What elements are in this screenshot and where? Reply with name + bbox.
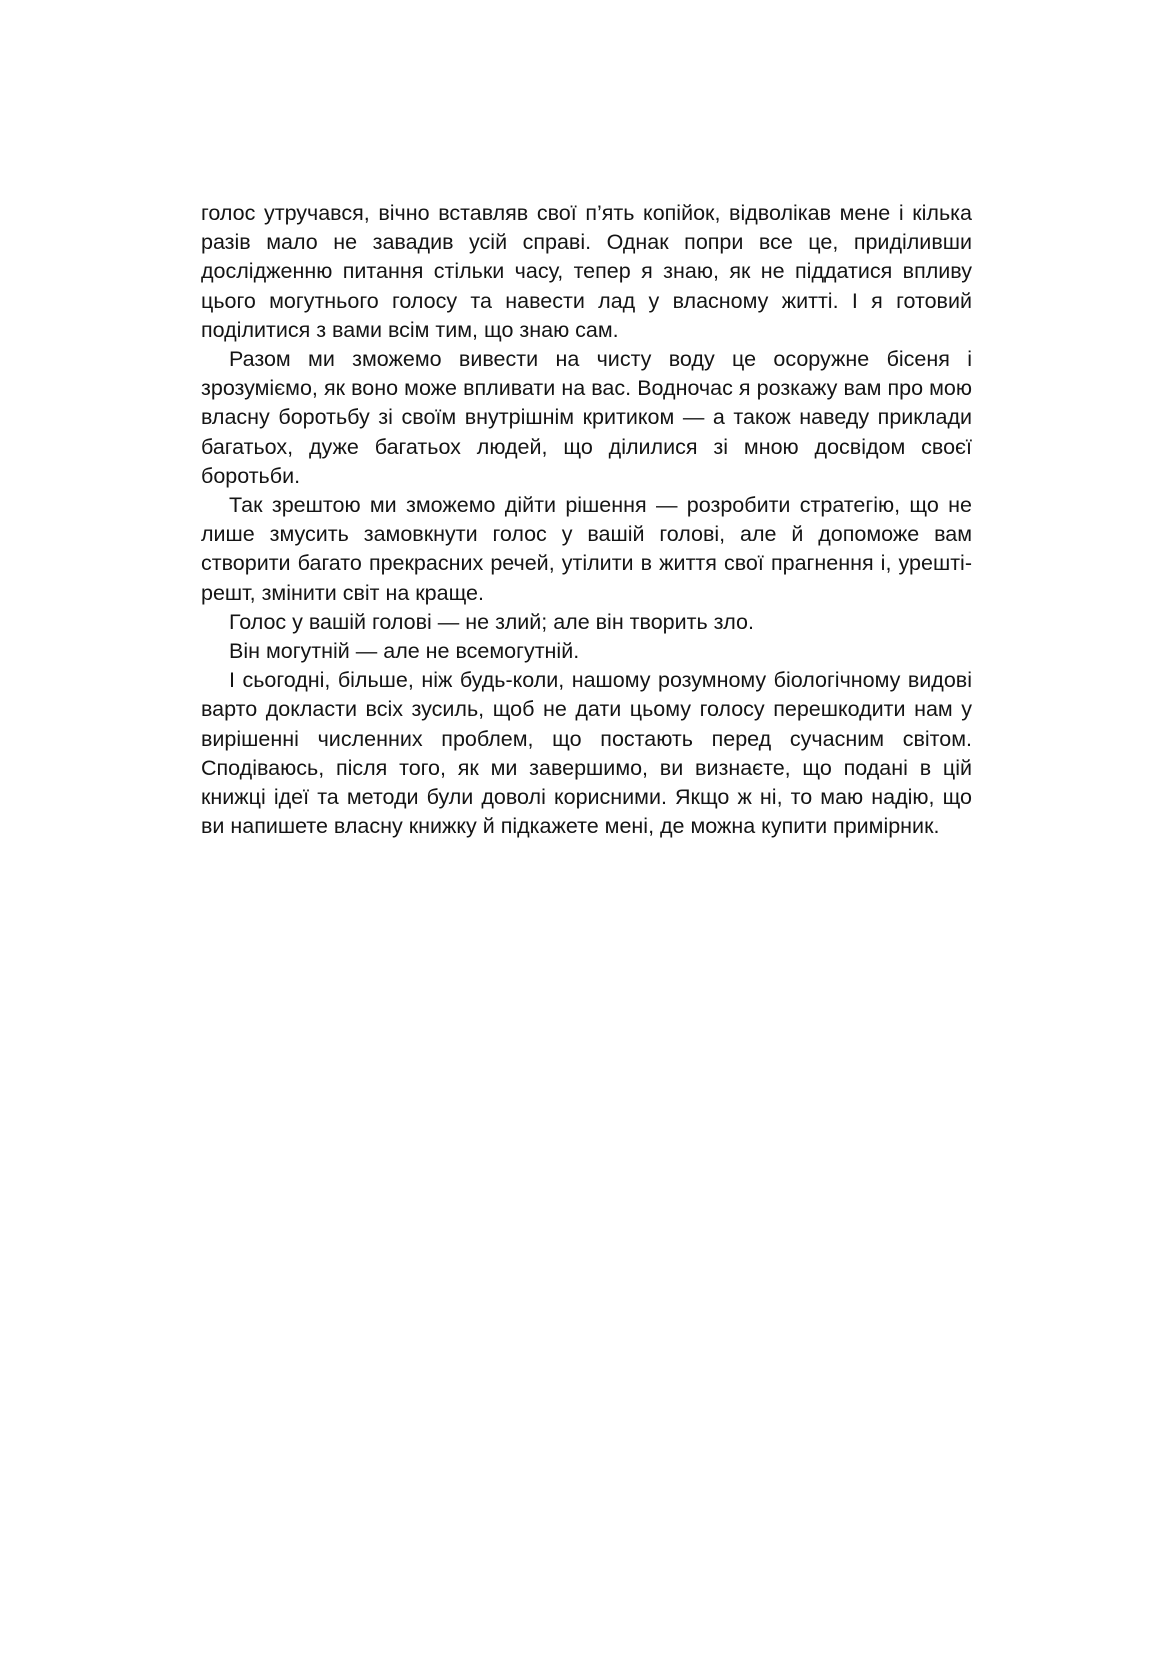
page-body <box>201 199 972 841</box>
paragraph-today: І сьогодні, більше, ніж будь-коли, нашому розумному біологічному видові варто докласти всіх зусиль, щоб не дати цьому голосу перешкодити нам у вирішенні численних проблем, що постають перед сучасним світом. Сподіваюсь, після того, як ми завершимо, ви визнаєте, що подані в цій книжці ідеї та методи були доволі корисними. Якщо ж ні, то маю надію, що ви напишете власну книжку й підкажете мені, де можна купити примірник. <box>201 668 972 839</box>
paragraph-not-evil: Голос у вашій голові — не злий; але він творить зло. <box>229 609 754 634</box>
paragraph-together: Разом ми зможемо вивести на чисту воду це осоружне бісеня і зрозуміємо, як воно може впливати на вас. Водночас я розкажу вам про мою власну боротьбу зі своїм внутрішнім критиком — а також наведу приклади багатьох, дуже багатьох людей, що ділилися зі мною досвідом своєї боротьби. <box>201 347 972 488</box>
paragraph-mighty: Він могутній — але не всемогутній. <box>229 639 580 664</box>
paragraph-strategy: Так зрештою ми зможемо дійти рішення — розробити стратегію, що не лише змусить замовкнути голос у вашій голові, але й допоможе вам створити багато прекрасних речей, утілити в життя свої прагнення і, урешті-решт, змінити світ на краще. <box>201 493 972 605</box>
paragraph-continuation: голос утручався, вічно вставляв свої п’ять копійок, відволікав мене і кілька разів мало не завадив усій справі. Однак попри все це, приділивши дослідженню питання стільки часу, тепер я знаю, як не піддатися впливу цього могутнього голосу та навести лад у власному житті. І я готовий поділитися з вами всім тим, що знаю сам. <box>201 201 972 342</box>
